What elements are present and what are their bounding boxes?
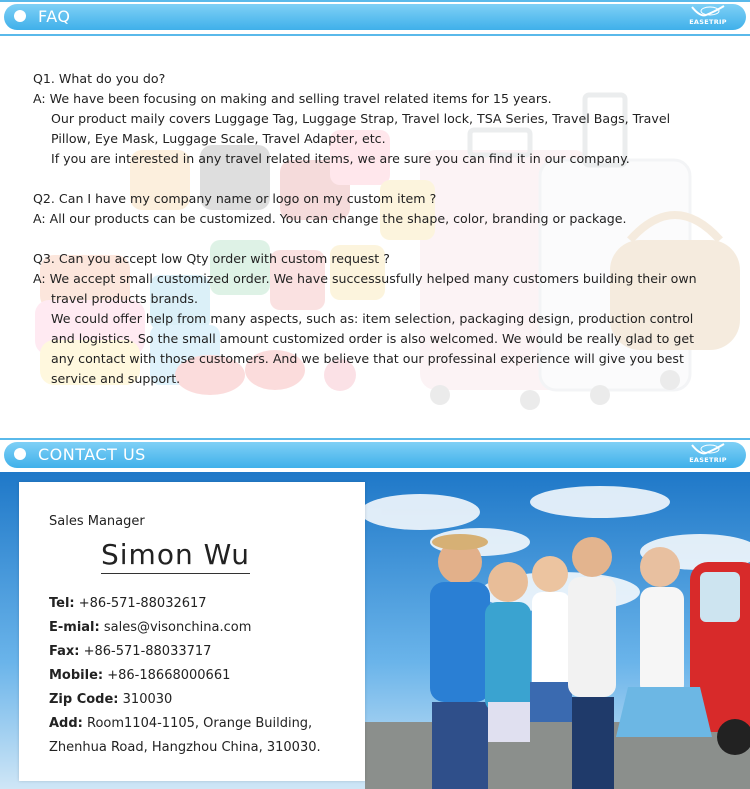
logo-text: EASETRIP — [689, 456, 727, 464]
answer-line: service and support. — [51, 371, 181, 386]
answer-line: any contact with those customers. And we believe that our professinal experience will give you best — [51, 351, 684, 366]
answer-line: travel products brands. — [51, 291, 198, 306]
bullet-dot-icon — [14, 448, 26, 460]
contact-address: Add: Room1104-1105, Orange Building, — [49, 716, 313, 731]
contact-details — [49, 592, 359, 760]
faq-content — [33, 69, 723, 389]
contact-card — [19, 482, 365, 781]
faq-section-title: FAQ — [38, 7, 71, 26]
contact-address-line2: Zhenhua Road, Hangzhou China, 310030. — [49, 740, 321, 755]
faq-header-bar — [0, 0, 750, 36]
faq-question-2: Q2. Can I have my company name or logo on my custom item ? — [33, 191, 437, 206]
bullet-dot-icon — [14, 10, 26, 22]
faq-answer-3 — [33, 269, 723, 389]
answer-label: A: — [33, 91, 46, 106]
contact-section — [0, 472, 750, 789]
answer-line: Pillow, Eye Mask, Luggage Scale, Travel Adapter, etc. — [51, 131, 386, 146]
contact-section-title: CONTACT US — [38, 445, 146, 464]
logo-swoosh-icon — [684, 443, 732, 456]
easetrip-logo — [684, 443, 732, 467]
answer-label: A: — [33, 211, 46, 226]
answer-line: Our product maily covers Luggage Tag, Luggage Strap, Travel lock, TSA Series, Travel Bags, Travel — [51, 111, 671, 126]
answer-line: If you are interested in any travel related items, we are sure you can find it in our company. — [51, 151, 630, 166]
logo-swoosh-icon — [684, 5, 732, 18]
header-rule-top — [0, 438, 750, 440]
header-rule-top — [0, 0, 750, 2]
mobile-value[interactable]: +86-18668000661 — [107, 668, 231, 683]
contact-name: Simon Wu — [101, 538, 250, 574]
zip-value: 310030 — [122, 692, 173, 707]
fax-value: +86-571-88033717 — [83, 644, 212, 659]
contact-zip: Zip Code: 310030 — [49, 692, 173, 707]
contact-tel: Tel: +86-571-88032617 — [49, 596, 207, 611]
contact-role: Sales Manager — [49, 514, 145, 529]
email-value[interactable]: sales@visonchina.com — [103, 620, 252, 635]
answer-line: and logistics. So the small amount customized order is also welcomed. We would be really glad to get — [51, 331, 695, 346]
address-value: Room1104-1105, Orange Building, — [87, 716, 313, 731]
answer-line: We have been focusing on making and selling travel related items for 15 years. — [49, 91, 552, 106]
answer-line: We accept small customized order. We have successusfully helped many customers building their own — [49, 271, 697, 286]
faq-answer-1 — [33, 89, 723, 169]
contact-mobile: Mobile: +86-18668000661 — [49, 668, 231, 683]
tel-value[interactable]: +86-571-88032617 — [78, 596, 207, 611]
faq-answer-2 — [33, 209, 723, 229]
answer-line: All our products can be customized. You can change the shape, color, branding or package. — [49, 211, 627, 226]
header-rule-bottom — [0, 34, 750, 36]
faq-section — [0, 40, 750, 436]
faq-question-3: Q3. Can you accept low Qty order with custom request ? — [33, 251, 390, 266]
contact-email: E-mial: sales@visonchina.com — [49, 620, 252, 635]
easetrip-logo — [684, 5, 732, 29]
header-pill — [4, 4, 746, 30]
answer-line: We could offer help from many aspects, such as: item selection, packaging design, production control — [51, 311, 694, 326]
logo-text: EASETRIP — [689, 18, 727, 26]
contact-header-bar — [0, 438, 750, 474]
contact-fax: Fax: +86-571-88033717 — [49, 644, 212, 659]
faq-question-1: Q1. What do you do? — [33, 71, 166, 86]
answer-label: A: — [33, 271, 46, 286]
